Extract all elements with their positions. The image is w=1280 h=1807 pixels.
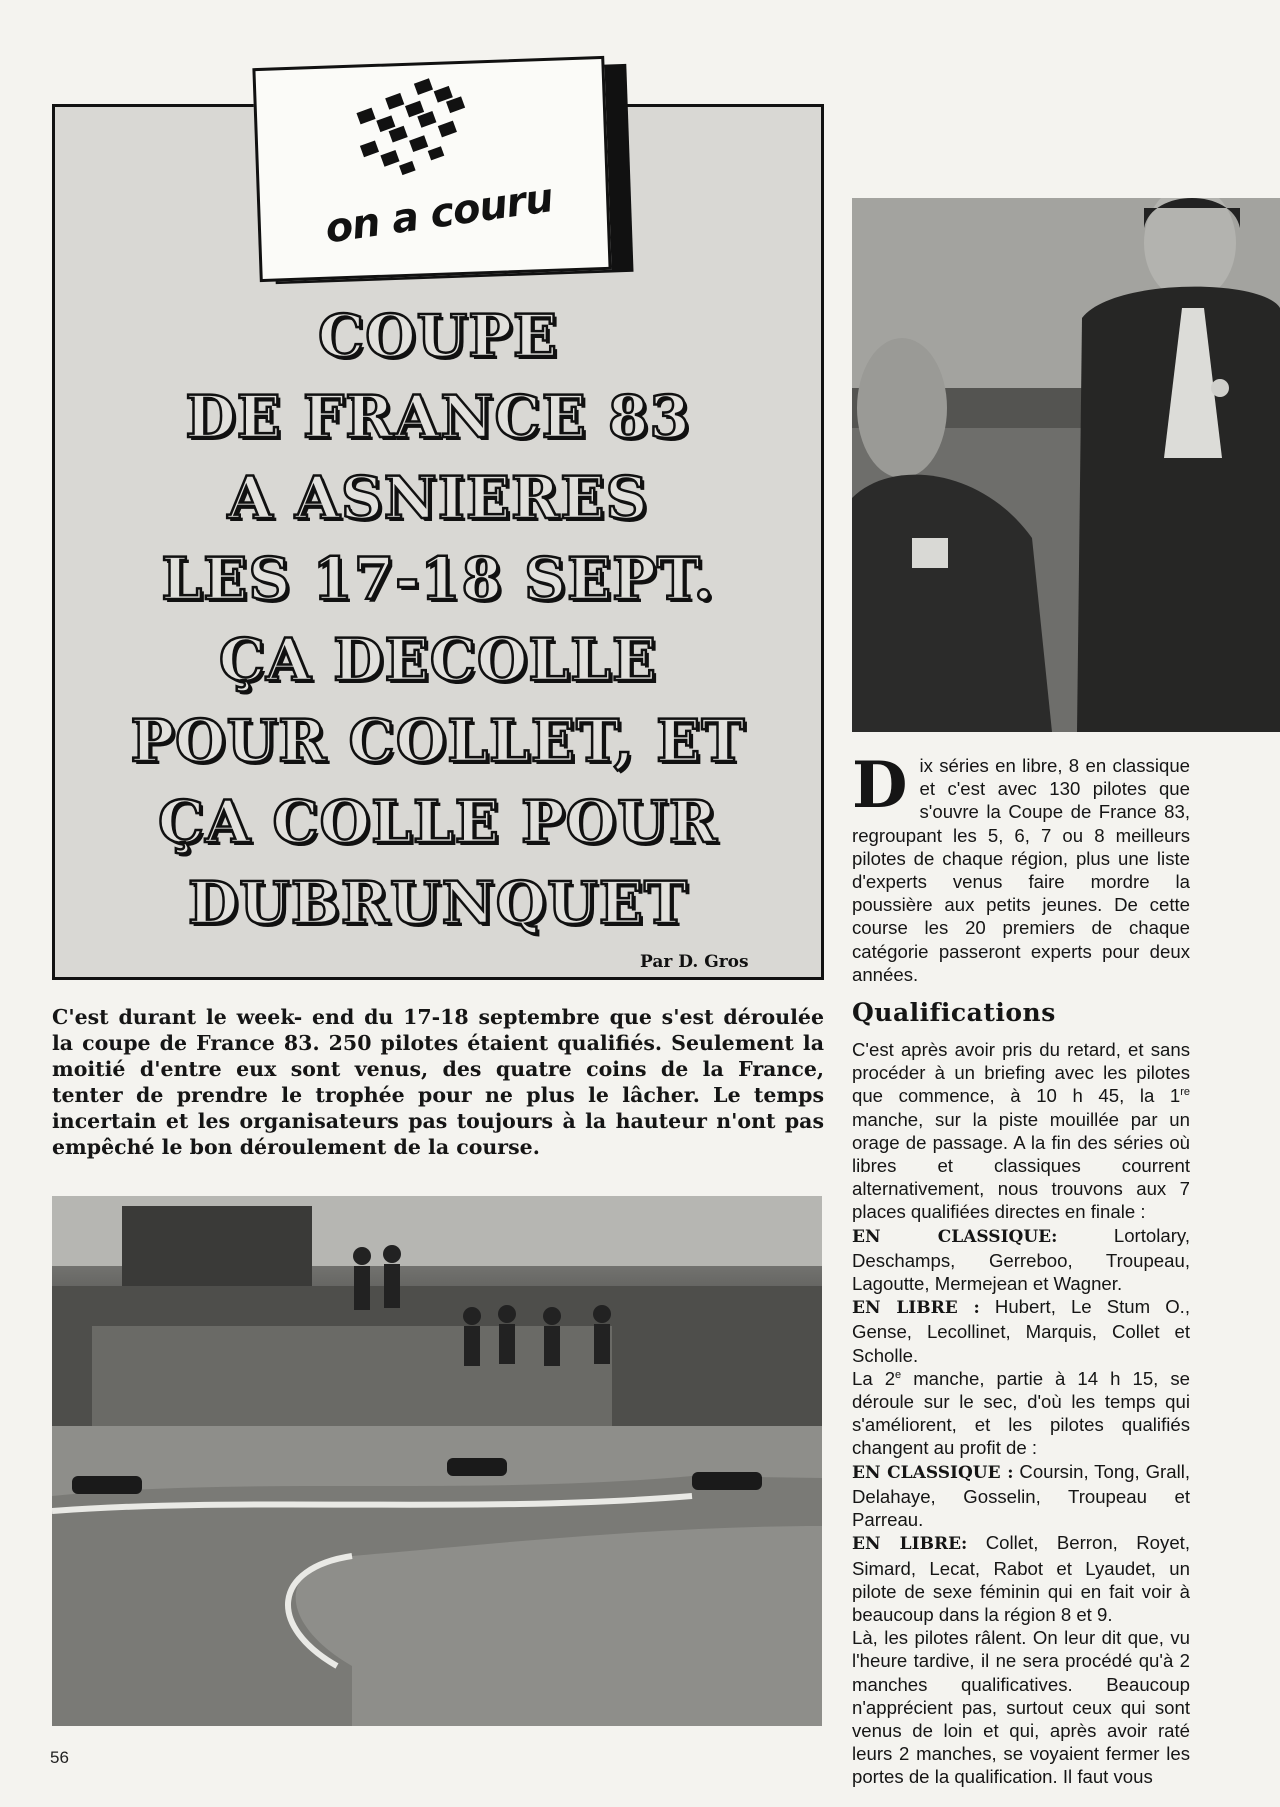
pilot-list: Coursin, Tong, Grall, Delahaye, Gosselin, Troupeau et Parreau. (852, 1460, 1190, 1531)
logo-on-a-couru (252, 56, 611, 282)
headline-line: DE FRANCE 83 (185, 383, 691, 451)
ordinal-suffix: re (1180, 1086, 1190, 1099)
paragraph-text: La 2 (852, 1367, 896, 1389)
checkered-flag-icon (296, 71, 540, 199)
results-classique-2 (852, 1460, 1190, 1532)
headline-line: ÇA COLLE POUR (158, 788, 718, 856)
paragraph (852, 1038, 1190, 1224)
pilot-list: Hubert, Le Stum O., Gense, Lecollinet, Marquis, Collet et Scholle. (852, 1296, 1191, 1366)
race-track-photo (52, 1196, 822, 1726)
headline-line: ÇA DECOLLE (218, 626, 658, 694)
byline: Par D. Gros (640, 952, 749, 972)
logo-text: on a couru (322, 175, 556, 253)
category-label: EN LIBRE : (852, 1298, 980, 1319)
dropcap: D (852, 748, 908, 823)
headline-line: DUBRUNQUET (187, 869, 689, 937)
category-label: EN CLASSIQUE: (852, 1226, 1058, 1247)
pilots-illustration (852, 198, 1280, 732)
category-label: EN LIBRE: (852, 1534, 968, 1555)
paragraph-text: manche, sur la piste mouillée par un orage de passage. A la fin des séries où libres et classiques courrent alternativement, nous trouvons aux 7 places qualifiées directes en finale : (852, 1108, 1190, 1223)
section-title-qualifications: Qualifications (852, 998, 1056, 1028)
category-label: EN CLASSIQUE : (852, 1462, 1014, 1483)
paragraph-text: manche, partie à 14 h 15, se déroule sur le sec, d'où les temps qui s'améliorent, et les pilotes qualifiés changent au profit de : (852, 1367, 1190, 1459)
intro-paragraph: C'est durant le week- end du 17-18 septembre que s'est déroulée la coupe de France 83. 250 pilotes étaient qualifiés. Seulement la moitié d'entre eux sont venus, des quatre coins de la France, tenter de prendre le trophée pour ne plus le lâcher. Le temps incertain et les organisateurs pas toujours à la hauteur n'ont pas empêché le bon déroulement de la course. (52, 1005, 824, 1159)
paragraph-text: C'est après avoir pris du retard, et sans procéder à un briefing avec les pilotes que commence, à 10 h 45, la 1 (852, 1039, 1190, 1107)
results-libre-2 (852, 1531, 1190, 1626)
headline-line: A ASNIERES (227, 464, 649, 532)
headline-line: POUR COLLET, ET (130, 707, 746, 775)
paragraph-text: Là, les pilotes râlent. On leur dit que, vu l'heure tardive, il ne sera procédé qu'à 2 manches qualificatives. Beaucoup n'apprécient pas, surtout ceux qui sont venus de loin et qui, après avoir raté leurs 2 manches, se voyaient fermer les portes de la qualification. Il faut vous (852, 1627, 1190, 1788)
paragraph (852, 1367, 1190, 1460)
results-libre-1 (852, 1295, 1190, 1367)
lead-text: ix séries en libre, 8 en classique et c'est avec 130 pilotes que s'ouvre la Coupe de France 83, regroupant les 5, 6, 7 ou 8 meilleurs pilotes de chaque région, plus une liste d'experts venus faire mordre la poussière aux petits jeunes. De cette course les 20 premiers de chaque catégorie passeront experts pour deux années. (852, 755, 1190, 985)
page-number: 56 (50, 1748, 69, 1767)
headline (60, 296, 816, 944)
paragraph (852, 1626, 1190, 1788)
results-classique-1 (852, 1224, 1190, 1296)
race-track-illustration (52, 1196, 822, 1726)
ordinal-suffix: e (895, 1368, 902, 1381)
headline-line: COUPE (317, 302, 559, 370)
pilot-list: Collet, Berron, Royet, Simard, Lecat, Rabot et Lyaudet, un pilote de sexe féminin qui en fait voir à beaucoup dans la région 8 et 9. (852, 1532, 1190, 1625)
headline-line: LES 17-18 SEPT. (161, 545, 715, 613)
article-column (852, 748, 1191, 1789)
pilot-list: Lortolary, Deschamps, Gerreboo, Troupeau, Lagoutte, Mermejean et Wagner. (852, 1224, 1191, 1295)
pilots-photo (852, 198, 1280, 732)
